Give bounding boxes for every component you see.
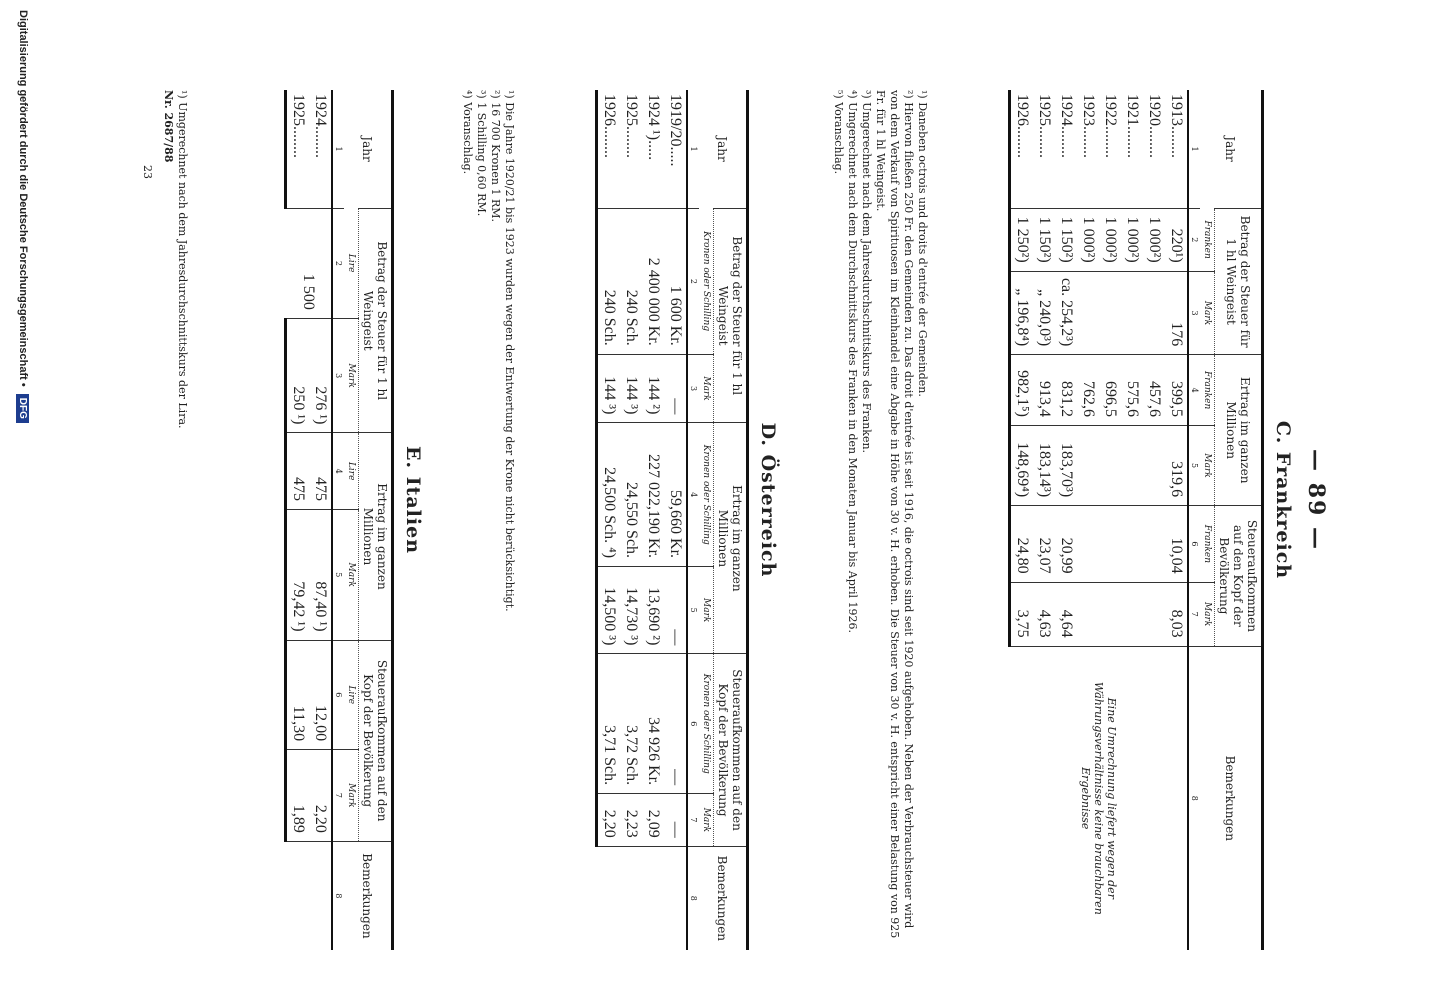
- year-cell: 1924........: [1058, 94, 1075, 158]
- col-number: 1: [332, 90, 344, 209]
- cell: [1143, 506, 1165, 582]
- table-row: [664, 90, 687, 950]
- col-number: 6: [1188, 506, 1200, 582]
- cell: [1077, 425, 1099, 505]
- cell: 1 000²): [1143, 209, 1165, 272]
- remark-cell: [286, 841, 333, 950]
- cell: 1 150²): [1055, 209, 1077, 272]
- ertrag-label: Ertrag im ganzen: [730, 485, 744, 592]
- subheader-mark: Mark: [344, 509, 359, 640]
- year-cell: 1925........: [623, 94, 640, 158]
- col-number: 3: [332, 318, 344, 433]
- italy-table: [284, 90, 394, 950]
- footnote: ¹) Die Jahre 1920/21 bis 1923 wurden wegen der Entwertung der Krone nicht berücksichtigt.: [503, 90, 516, 612]
- cell: 144 ³): [597, 354, 621, 423]
- cell: 24,550 Sch.: [620, 423, 642, 567]
- header-betrag: Betrag der Steuer für 1 hl Weingeist: [714, 209, 748, 423]
- cell: —: [664, 794, 687, 847]
- year-cell: 1926........: [597, 90, 621, 209]
- cell: 34 926 Kr.: [642, 654, 664, 794]
- cell: 575,6: [1121, 355, 1143, 426]
- cell: 457,6: [1143, 355, 1165, 426]
- year-cell: 1919/20.....: [667, 94, 684, 167]
- cell: 3,71 Sch.: [597, 654, 621, 794]
- cell: 59,660 Kr.: [664, 423, 687, 567]
- col-number: 7: [332, 750, 344, 842]
- table-row: [1165, 90, 1188, 950]
- cell: 250 ¹): [286, 318, 310, 433]
- subheader-mark: Mark: [699, 354, 714, 423]
- ertrag-sub-label: Millionen: [716, 509, 730, 568]
- cell: 14,500 ³): [597, 567, 621, 654]
- cell: 319,6: [1165, 425, 1188, 505]
- cell: 399,5: [1165, 355, 1188, 426]
- cell: 2,20: [597, 794, 621, 847]
- year-cell: 1924 ¹).....: [645, 94, 662, 161]
- cell: 24,80: [1010, 506, 1034, 582]
- cell: ca. 254,2³): [1055, 271, 1077, 355]
- cell: „ 240,0³): [1033, 271, 1055, 355]
- cell: 12,00: [309, 640, 332, 750]
- cell: 13,690 ²): [642, 567, 664, 654]
- cell: 176: [1165, 271, 1188, 355]
- table-row: [309, 90, 332, 950]
- cell: 148,69⁴): [1010, 425, 1034, 505]
- year-cell: 1922........: [1102, 94, 1119, 158]
- header-bemerkungen: Bemerkungen: [699, 846, 748, 950]
- cell: 1 250²): [1010, 209, 1034, 272]
- cell: 227 022,190 Kr.: [642, 423, 664, 567]
- header-betrag: Betrag der Steuer für 1 hl Weingeist: [359, 209, 393, 433]
- cell: 1 000²): [1121, 209, 1143, 272]
- cell: 2 400 000 Kr.: [642, 209, 664, 355]
- cell: [1143, 582, 1165, 646]
- subheader-mark: Mark: [699, 794, 714, 847]
- cell: [1077, 271, 1099, 355]
- cell: 696,5: [1099, 355, 1121, 426]
- cell: [1099, 425, 1121, 505]
- subheader-kronen: Kronen oder Schilling: [699, 423, 714, 567]
- cell: 8,03: [1165, 582, 1188, 646]
- cell: 3,72 Sch.: [620, 654, 642, 794]
- cell: 4,64: [1055, 582, 1077, 646]
- cell: [1121, 582, 1143, 646]
- subheader-franken: Franken: [1200, 209, 1215, 272]
- col-number: 5: [687, 567, 699, 654]
- cell: 1,89: [286, 750, 310, 842]
- col-number: 3: [687, 354, 699, 423]
- ertrag-sub-label: Millionen: [1224, 401, 1238, 459]
- cell: 1 500: [286, 209, 333, 319]
- col-number: 6: [687, 654, 699, 794]
- subheader-mark: Mark: [1200, 271, 1215, 355]
- cell: [1099, 506, 1121, 582]
- year-cell: 1920........: [1146, 94, 1163, 158]
- header-ertrag: [714, 423, 748, 654]
- cell: 20,99: [1055, 506, 1077, 582]
- subheader-franken: Franken: [1200, 355, 1215, 426]
- cell: [1121, 506, 1143, 582]
- col-number: 7: [1188, 582, 1200, 646]
- footnote: ⁵) Voranschlag.: [832, 90, 845, 175]
- year-cell: 1924........: [312, 94, 329, 158]
- subheader-mark: Mark: [1200, 582, 1215, 646]
- cell: 982,1⁵): [1010, 355, 1034, 426]
- cell: 87,40 ¹): [309, 509, 332, 640]
- france-table: [1008, 90, 1264, 950]
- subheader-lire: Lire: [344, 640, 359, 750]
- cell: [1077, 506, 1099, 582]
- ertrag-label: Ertrag im ganzen: [375, 483, 389, 590]
- col-number: 5: [1188, 425, 1200, 505]
- col-number: 8: [687, 846, 699, 950]
- footnote: ³) Umgerechnet nach dem Jahresdurchschnittskurs des Franken.: [860, 90, 873, 454]
- cell: 2,20: [309, 750, 332, 842]
- subheader-mark: Mark: [344, 750, 359, 842]
- ertrag-label: Ertrag im ganzen: [1238, 376, 1252, 484]
- header-jahr: Jahr: [1200, 90, 1263, 209]
- cell: 1 000²): [1077, 209, 1099, 272]
- header-ertrag: [1215, 355, 1263, 506]
- header-jahr: Jahr: [699, 90, 748, 209]
- dfg-logo: DFG: [16, 394, 29, 423]
- cell: 3,75: [1010, 582, 1034, 646]
- remark-cell: [597, 846, 688, 950]
- year-cell: 1921........: [1124, 94, 1141, 158]
- cell: —: [664, 654, 687, 794]
- subheader-mark: Mark: [699, 567, 714, 654]
- subheader-mark: Mark: [1200, 425, 1215, 505]
- footnote: ²) Hiervon fließen 250 Fr. den Gemeinden zu. Das droit d'entrée ist seit 1916, die octrois sind seit 1920 aufgehoben. Neben der Verbrauchsteuer wird von dem Verkauf von Spirituosen im Kleinhandel eine Abgabe in Höhe von 30 v. H. erhoben. Die Steuer von 30 v. H. entspricht einer Belastung von 925 Fr. für 1 hl Weingeist.: [874, 90, 915, 939]
- col-number: 2: [687, 209, 699, 355]
- cell: 23,07: [1033, 506, 1055, 582]
- ertrag-sub-label: Millionen: [361, 507, 375, 566]
- corner-number: 23: [141, 165, 154, 179]
- cell: 1 000²): [1099, 209, 1121, 272]
- cell: 11,30: [286, 640, 310, 750]
- cell: 144 ²): [642, 354, 664, 423]
- col-number: 4: [332, 433, 344, 510]
- col-number: 4: [1188, 355, 1200, 426]
- subheader-lire: Lire: [344, 209, 359, 319]
- cell: [1143, 271, 1165, 355]
- year-cell: 1926........: [1010, 90, 1034, 209]
- cell: 240 Sch.: [597, 209, 621, 355]
- cell: —: [664, 354, 687, 423]
- year-cell: 1923........: [1080, 94, 1097, 158]
- year-cell: 1925........: [1036, 94, 1053, 158]
- header-betrag: Betrag der Steuer für 1 hl Weingeist: [1215, 209, 1263, 355]
- cell: [1121, 271, 1143, 355]
- footnote: ³) 1 Schilling 0,60 RM.: [475, 90, 488, 217]
- col-number: 4: [687, 423, 699, 567]
- col-number: 1: [687, 90, 699, 209]
- remark-cell: Eine Umrechnung liefert wegen der Währungsverhältnisse keine brauchbaren Ergebnisse: [1010, 646, 1189, 950]
- footnote: ²) 16 700 Kronen 1 RM.: [489, 90, 502, 222]
- cell: 2,09: [642, 794, 664, 847]
- cell: 24,500 Sch. ⁴): [597, 423, 621, 567]
- section-title-france: C. Frankreich: [1272, 420, 1294, 580]
- cell: 14,730 ³): [620, 567, 642, 654]
- cell: 10,04: [1165, 506, 1188, 582]
- cell: 4,63: [1033, 582, 1055, 646]
- subheader-kronen: Kronen oder Schilling: [699, 654, 714, 794]
- col-number: 5: [332, 509, 344, 640]
- header-aufkommen: Steueraufkommen auf den Kopf der Bevölkerung: [714, 654, 748, 846]
- header-jahr: Jahr: [344, 90, 393, 209]
- col-number: 7: [687, 794, 699, 847]
- footnote: ¹) Umgerechnet nach dem Jahresdurchschnittskurs der Lira.: [176, 90, 189, 429]
- austria-table: [595, 90, 749, 950]
- col-number: 1: [1188, 90, 1200, 209]
- subheader-mark: Mark: [344, 318, 359, 433]
- footnote: Nr. 2687/88: [162, 90, 175, 163]
- col-number: 3: [1188, 271, 1200, 355]
- footnote: ¹) Daneben octrois und droits d'entrée der Gemeinden.: [916, 90, 929, 397]
- footnote: ⁴) Voranschlag.: [461, 90, 474, 175]
- cell: 475: [309, 433, 332, 510]
- sidebar-text: Digitalisierung gefördert durch die Deutsche Forschungsgemeinschaft •: [17, 10, 29, 387]
- cell: 913,4: [1033, 355, 1055, 426]
- col-number: 2: [1188, 209, 1200, 272]
- page-number: — 89 —: [1303, 449, 1329, 551]
- cell: 1 150²): [1033, 209, 1055, 272]
- header-aufkommen: Steueraufkommen auf den Kopf der Bevölkerung: [1215, 506, 1263, 646]
- cell: 2,23: [620, 794, 642, 847]
- cell: [1099, 582, 1121, 646]
- cell: 220¹): [1165, 209, 1188, 272]
- cell: 183,14³): [1033, 425, 1055, 505]
- cell: 79,42 ¹): [286, 509, 310, 640]
- col-number: 8: [1188, 646, 1200, 950]
- cell: [1077, 582, 1099, 646]
- italy-footnotes: [161, 90, 189, 950]
- cell: 183,70³): [1055, 425, 1077, 505]
- cell: „ 196,8⁴): [1010, 271, 1034, 355]
- cell: [1121, 425, 1143, 505]
- cell: 1 600 Kr.: [664, 209, 687, 355]
- header-bemerkungen: Bemerkungen: [344, 841, 393, 950]
- cell: 144 ³): [620, 354, 642, 423]
- cell: [1143, 425, 1165, 505]
- austria-footnotes: [460, 90, 516, 950]
- col-number: 6: [332, 640, 344, 750]
- col-number: 2: [332, 209, 344, 319]
- table-row: [620, 90, 642, 950]
- footnote: ⁴) Umgerechnet nach dem Durchschnittskurs des Franken in den Monaten Januar bis April 1926.: [846, 90, 859, 634]
- subheader-franken: Franken: [1200, 506, 1215, 582]
- subheader-lire: Lire: [344, 433, 359, 510]
- table-row: [642, 90, 664, 950]
- col-number: 8: [332, 841, 344, 950]
- cell: 276 ¹): [309, 318, 332, 433]
- france-footnotes: [831, 90, 929, 950]
- table-row: [597, 90, 621, 950]
- year-cell: 1925........: [286, 90, 310, 209]
- cell: 240 Sch.: [620, 209, 642, 355]
- section-title-austria: D. Österreich: [757, 422, 779, 578]
- header-aufkommen: Steueraufkommen auf den Kopf der Bevölkerung: [359, 640, 393, 841]
- cell: [1099, 271, 1121, 355]
- cell: 762,6: [1077, 355, 1099, 426]
- dfg-sidebar: [16, 10, 29, 423]
- year-cell: 1913........: [1168, 94, 1185, 158]
- cell: 831,2: [1055, 355, 1077, 426]
- section-title-italy: E. Italien: [402, 445, 424, 555]
- subheader-kronen: Kronen oder Schilling: [699, 209, 714, 355]
- cell: —: [664, 567, 687, 654]
- cell: 475: [286, 433, 310, 510]
- header-ertrag: [359, 433, 393, 640]
- header-bemerkungen: Bemerkungen: [1200, 646, 1263, 950]
